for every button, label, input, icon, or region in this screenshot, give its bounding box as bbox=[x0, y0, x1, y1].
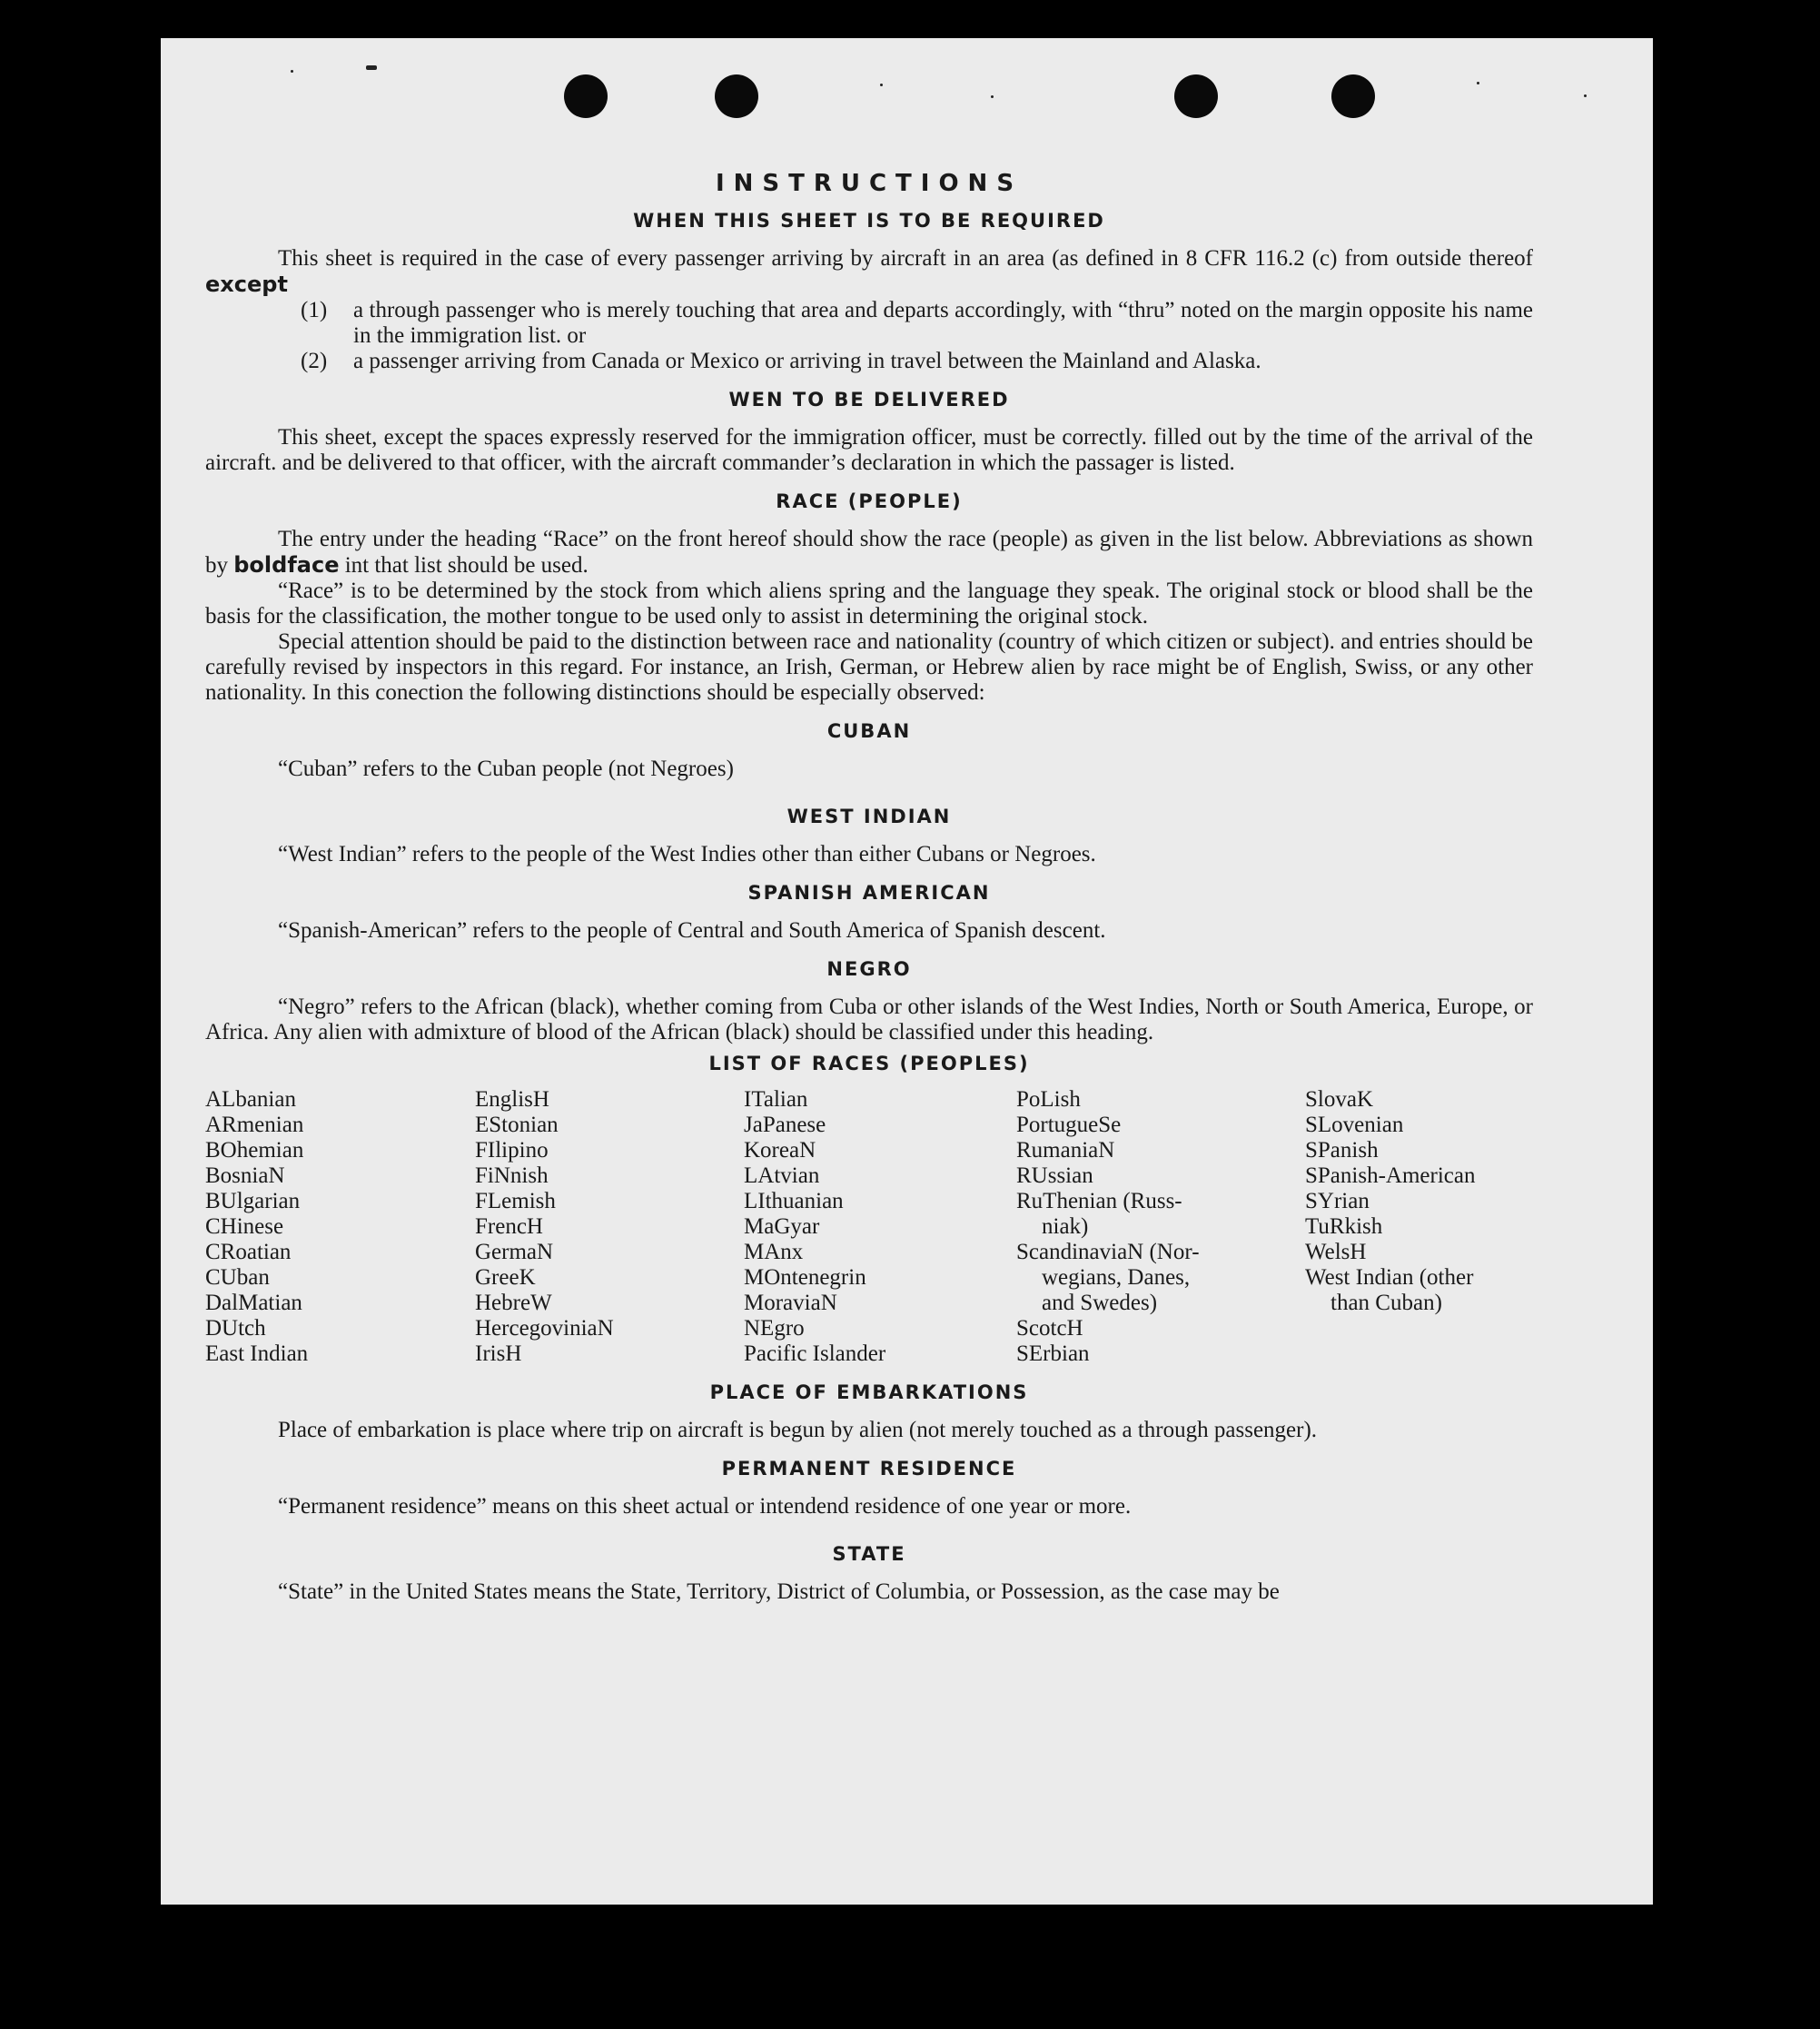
race-entry: ScandinaviaN (Nor- bbox=[1016, 1240, 1200, 1264]
except-keyword: except bbox=[205, 272, 288, 297]
race-entry: GermaN bbox=[475, 1240, 554, 1264]
race-entry: GreeK bbox=[475, 1265, 536, 1290]
race-entry: EnglisH bbox=[475, 1087, 549, 1112]
race-entry-continued: wegians, Danes, bbox=[1042, 1265, 1191, 1290]
item-text: a passenger arriving from Canada or Mexico or arriving in travel between the Mainland and Alaska. bbox=[353, 349, 1261, 373]
race-entry: Pacific Islander bbox=[744, 1341, 886, 1366]
race-entry: CUban bbox=[205, 1265, 270, 1290]
race-entry: MoraviaN bbox=[744, 1291, 837, 1315]
race-list bbox=[205, 1087, 1533, 1367]
west-indian-text: “West Indian” refers to the people of the West Indies other than either Cubans or Negroes. bbox=[278, 842, 1096, 866]
race-column bbox=[205, 1087, 475, 1367]
race-entry: WelsH bbox=[1305, 1240, 1367, 1264]
race-entry: RumaniaN bbox=[1016, 1138, 1115, 1163]
race-entry: SPanish-American bbox=[1305, 1163, 1476, 1188]
race-entry: BosniaN bbox=[205, 1163, 285, 1188]
race-entry: FrencH bbox=[475, 1214, 543, 1239]
race-entry: FiNnish bbox=[475, 1163, 549, 1188]
race-entry: PortugueSe bbox=[1016, 1113, 1122, 1137]
race-entry: West Indian (other bbox=[1305, 1265, 1474, 1290]
heading-spanish-american: SPANISH AMERICAN bbox=[747, 882, 991, 904]
instructions-content bbox=[205, 170, 1533, 1605]
punch-hole bbox=[1331, 74, 1375, 118]
race-entry: FIlipino bbox=[475, 1138, 549, 1163]
heading-list-of-races: LIST OF RACES (PEOPLES) bbox=[708, 1053, 1030, 1074]
heading-cuban: CUBAN bbox=[826, 720, 912, 742]
required-intro: This sheet is required in the case of every passenger arriving by aircraft in an area (as defined in 8 CFR 116.2 (c) from outside thereof except bbox=[205, 246, 1533, 297]
race-entry: NEgro bbox=[744, 1316, 805, 1341]
race-paragraph-3: Special attention should be paid to the distinction between race and nationality (country of which citizen or subject). and entries should be carefully revised by inspectors in this regard. For instance, an Irish, German, or Hebrew alien by race might be of English, Swiss, or any other nationality. In this conection the following distinctions should be especially observed: bbox=[205, 629, 1533, 705]
embarkation-text: Place of embarkation is place where trip on aircraft is begun by alien (not merely touched as a through passenger). bbox=[278, 1418, 1318, 1442]
race-entry: PoLish bbox=[1016, 1087, 1081, 1112]
race-entry: East Indian bbox=[205, 1341, 309, 1366]
heading-when-required: WHEN THIS SHEET IS TO BE REQUIRED bbox=[633, 210, 1105, 232]
negro-text: “Negro” refers to the African (black), whether coming from Cuba or other islands of the West Indies, North or South America, Europe, or Africa. Any alien with admixture of blood of the African (black) should be classified under this heading. bbox=[205, 995, 1533, 1044]
race-entry: KoreaN bbox=[744, 1138, 816, 1163]
race-entry: HebreW bbox=[475, 1291, 552, 1315]
race-entry: FLemish bbox=[475, 1189, 556, 1213]
race-entry: SLovenian bbox=[1305, 1113, 1404, 1137]
race-entry: SPanish bbox=[1305, 1138, 1379, 1163]
delivered-text: This sheet, except the spaces expressly reserved for the immigration officer, must be correctly. filled out by the time of the arrival of the aircraft. and be delivered to that officer, with the aircraft commander’s declaration in which the passager is listed. bbox=[205, 425, 1533, 475]
scan-speck bbox=[291, 70, 293, 73]
race-entry-continued: niak) bbox=[1042, 1214, 1089, 1239]
document-sheet bbox=[161, 38, 1653, 1905]
race-entry: RuThenian (Russ- bbox=[1016, 1189, 1182, 1213]
race-column bbox=[1305, 1087, 1533, 1367]
race-entry: JaPanese bbox=[744, 1113, 826, 1137]
race-entry: ScotcH bbox=[1016, 1316, 1083, 1341]
race-paragraph-2: “Race” is to be determined by the stock from which aliens spring and the language they speak. The original stock or blood shall be the basis for the classification, the mother tongue to be used only to assist in determining the original stock. bbox=[205, 579, 1533, 628]
race-entry: SYrian bbox=[1305, 1189, 1370, 1213]
race-entry: TuRkish bbox=[1305, 1214, 1383, 1239]
heading-negro: NEGRO bbox=[826, 958, 912, 980]
race-entry: EStonian bbox=[475, 1113, 559, 1137]
race-entry: BUlgarian bbox=[205, 1189, 301, 1213]
race-entry: IrisH bbox=[475, 1341, 522, 1366]
punch-hole bbox=[1174, 74, 1218, 118]
heading-state: STATE bbox=[832, 1543, 906, 1565]
residence-text: “Permanent residence” means on this sheet actual or intendend residence of one year or more. bbox=[278, 1494, 1132, 1519]
race-entry: MaGyar bbox=[744, 1214, 820, 1239]
race-paragraph-1: The entry under the heading “Race” on the front hereof should show the race (people) as given in the list below. Abbreviations as shown by boldface int that list should be used. bbox=[205, 527, 1533, 578]
document-title: INSTRUCTIONS bbox=[715, 170, 1024, 197]
exception-item bbox=[205, 298, 1533, 349]
boldface-keyword: boldface bbox=[233, 552, 340, 578]
heading-permanent-residence: PERMANENT RESIDENCE bbox=[721, 1458, 1017, 1480]
heading-race: RACE (PEOPLE) bbox=[776, 490, 963, 512]
race-entry-continued: than Cuban) bbox=[1330, 1291, 1442, 1315]
race-entry: ALbanian bbox=[205, 1087, 296, 1112]
item-number: (2) bbox=[301, 349, 328, 373]
scan-speck bbox=[366, 65, 377, 70]
race-entry: MOntenegrin bbox=[744, 1265, 866, 1290]
race-entry: HercegoviniaN bbox=[475, 1316, 614, 1341]
race-entry: CRoatian bbox=[205, 1240, 292, 1264]
race-column bbox=[475, 1087, 744, 1367]
scan-speck bbox=[880, 84, 883, 86]
race-entry: DUtch bbox=[205, 1316, 266, 1341]
race-entry: CHinese bbox=[205, 1214, 284, 1239]
race-entry: MAnx bbox=[744, 1240, 804, 1264]
race-entry: BOhemian bbox=[205, 1138, 304, 1163]
spanish-american-text: “Spanish-American” refers to the people of Central and South America of Spanish descent. bbox=[278, 918, 1106, 943]
race-entry: LAtvian bbox=[744, 1163, 820, 1188]
race-entry-continued: and Swedes) bbox=[1042, 1291, 1158, 1315]
scan-speck bbox=[991, 95, 994, 98]
punch-hole bbox=[715, 74, 758, 118]
race-entry: ITalian bbox=[744, 1087, 808, 1112]
race-entry: SlovaK bbox=[1305, 1087, 1373, 1112]
item-number: (1) bbox=[301, 298, 328, 322]
exception-item bbox=[205, 349, 1533, 374]
race-entry: SErbian bbox=[1016, 1341, 1090, 1366]
scan-speck bbox=[1584, 94, 1587, 97]
state-text: “State” in the United States means the State, Territory, District of Columbia, or Possession, as the case may be bbox=[278, 1579, 1280, 1604]
heading-west-indian: WEST INDIAN bbox=[786, 806, 952, 827]
cuban-text: “Cuban” refers to the Cuban people (not Negroes) bbox=[278, 757, 734, 781]
scan-speck bbox=[1477, 82, 1479, 84]
race-entry: LIthuanian bbox=[744, 1189, 844, 1213]
race-column bbox=[744, 1087, 1016, 1367]
item-text: a through passenger who is merely touching that area and departs accordingly, with “thru” noted on the margin opposite his name in the immigration list. or bbox=[353, 298, 1533, 348]
race-entry: DalMatian bbox=[205, 1291, 302, 1315]
punch-hole bbox=[564, 74, 608, 118]
race-entry: ARmenian bbox=[205, 1113, 304, 1137]
race-entry: RUssian bbox=[1016, 1163, 1093, 1188]
heading-embarkation: PLACE OF EMBARKATIONS bbox=[709, 1381, 1029, 1403]
heading-when-delivered: WEN TO BE DELIVERED bbox=[728, 389, 1010, 411]
race-column bbox=[1016, 1087, 1305, 1367]
